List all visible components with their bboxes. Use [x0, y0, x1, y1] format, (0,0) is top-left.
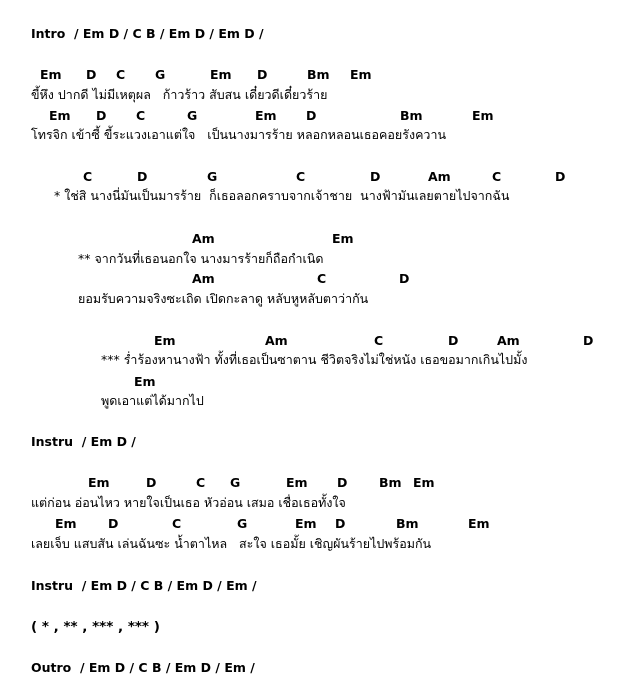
chord: Em [332, 231, 354, 246]
chord: G [155, 67, 166, 82]
lyric-line: พูดเอาแต่ได้มากไป [101, 393, 204, 408]
chord: Em [255, 108, 277, 123]
chord: D [306, 108, 317, 123]
chord: D [399, 271, 410, 286]
chord: Am [192, 231, 215, 246]
lyric-line: โทรจิก เข้าซี้ ขี้ระแวงเอาแต่ใจ เป็นนางมารร้าย หลอกหลอนเธอคอยรังควาน [31, 127, 447, 142]
intro-line: Intro / Em D / C B / Em D / Em D / [31, 26, 264, 41]
chord: Em [286, 475, 308, 490]
chord: Em [210, 67, 232, 82]
chord: G [207, 169, 218, 184]
chord: C [492, 169, 502, 184]
lyric-line: ** จากวันที่เธอนอกใจ นางมารร้ายก็ถือกำเนิด [78, 251, 324, 266]
chord: C [196, 475, 206, 490]
chord: G [187, 108, 198, 123]
chord: D [86, 67, 97, 82]
chord: C [317, 271, 327, 286]
chord: C [136, 108, 146, 123]
chord: Em [295, 516, 317, 531]
chord: Bm [396, 516, 419, 531]
chord: C [374, 333, 384, 348]
chord: Em [468, 516, 490, 531]
chord: Em [350, 67, 372, 82]
chord: Em [40, 67, 62, 82]
chord: Bm [307, 67, 330, 82]
chord: D [108, 516, 119, 531]
instru-line: Instru / Em D / [31, 434, 136, 449]
chord: Am [428, 169, 451, 184]
chord: Bm [379, 475, 402, 490]
chord: Am [192, 271, 215, 286]
chord: D [583, 333, 594, 348]
instru-line: Instru / Em D / C B / Em D / Em / [31, 578, 257, 593]
outro-line: Outro / Em D / C B / Em D / Em / [31, 660, 255, 675]
chord: Am [265, 333, 288, 348]
lyric-line: เลยเจ็บ แสบสัน เล่นฉันซะ น้ำตาไหล สะใจ เธอมั้ย เชิญผันร้ายไปพร้อมกัน [31, 536, 432, 551]
chord: D [448, 333, 459, 348]
chord: D [146, 475, 157, 490]
chord: C [83, 169, 93, 184]
chord: C [296, 169, 306, 184]
lyric-line: แต่ก่อน อ่อนไหว หายใจเป็นเธอ หัวอ่อน เสมอ เชื่อเธอทั้งใจ [31, 495, 346, 510]
chord: Em [413, 475, 435, 490]
chord: C [116, 67, 126, 82]
lyric-line: *** ร่ำร้องหานางฟ้า ทั้งที่เธอเป็นซาตาน ชีวิตจริงไม่ใช่หนัง เธอขอมากเกินไปมั้ง [101, 352, 528, 367]
chord: Em [55, 516, 77, 531]
chord: Em [49, 108, 71, 123]
chord: Em [134, 374, 156, 389]
chord: D [96, 108, 107, 123]
chord: Em [88, 475, 110, 490]
chord: D [370, 169, 381, 184]
lyric-line: * ใช่สิ นางนี่มันเป็นมารร้าย ก็เธอลอกคราบจากเจ้าชาย นางฟ้ามันเลยตายไปจากฉัน [54, 188, 510, 203]
chord: Bm [400, 108, 423, 123]
chord: C [172, 516, 182, 531]
chord: Em [154, 333, 176, 348]
chord: D [257, 67, 268, 82]
chord: G [237, 516, 248, 531]
chord: Em [472, 108, 494, 123]
lyric-line: ยอมรับความจริงซะเถิด เปิดกะลาดู หลับหูหลับตาว่ากัน [78, 291, 369, 306]
chord: D [335, 516, 346, 531]
chord: Am [497, 333, 520, 348]
chord: D [137, 169, 148, 184]
chord: G [230, 475, 241, 490]
lyric-line: ขี้หึง ปากดี ไม่มีเหตุผล ก้าวร้าว สับสน เดี๋ยวดีเดี๋ยวร้าย [31, 87, 328, 102]
repeat-line: ( * , ** , *** , *** ) [31, 619, 160, 635]
chord: D [555, 169, 566, 184]
chord: D [337, 475, 348, 490]
